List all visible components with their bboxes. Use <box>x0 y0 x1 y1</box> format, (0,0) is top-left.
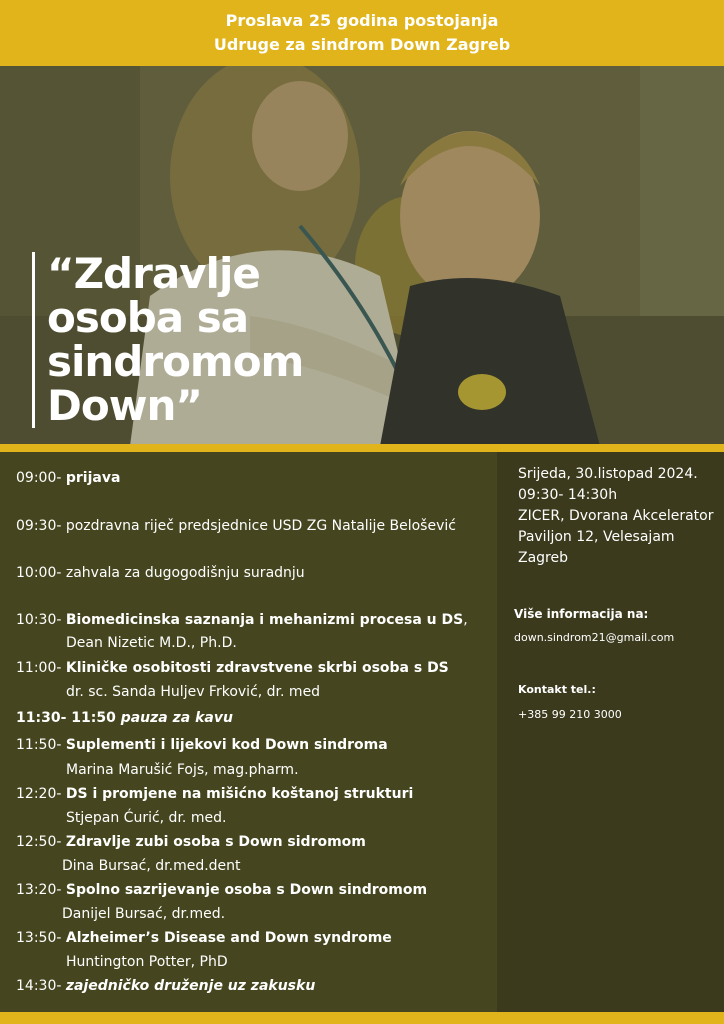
schedule-item <box>16 784 413 804</box>
event-address: Paviljon 12, Velesajam <box>518 529 675 545</box>
schedule-item <box>16 610 468 630</box>
event-info-sidebar <box>497 452 724 1012</box>
schedule-title: zajedničko druženje uz zakusku <box>65 978 316 994</box>
schedule-speaker: Marina Marušić Fojs, mag.pharm. <box>66 762 299 778</box>
title-line-3: sindromom <box>47 337 304 386</box>
schedule-title: Kliničke osobitosti zdravstvene skrbi osoba s DS <box>65 660 449 676</box>
schedule-title: Alzheimer’s Disease and Down syndrome <box>65 930 392 946</box>
schedule-time: 09:30- <box>16 518 66 534</box>
schedule-break <box>16 708 233 728</box>
event-title <box>32 249 304 430</box>
schedule-speaker: Stjepan Ćurić, dr. med. <box>66 810 227 826</box>
schedule-title: DS i promjene na mišićno koštanoj strukturi <box>65 786 414 802</box>
accent-divider-bottom <box>0 1012 724 1024</box>
schedule-item <box>16 880 427 900</box>
title-line-4: Down” <box>47 381 203 430</box>
event-venue: ZICER, Dvorana Akcelerator <box>518 508 714 524</box>
schedule-item <box>16 658 449 678</box>
schedule-title: Zdravlje zubi osoba s Down sidromom <box>65 834 366 850</box>
more-info-label: Više informacija na: <box>514 607 649 621</box>
contact-phone[interactable]: +385 99 210 3000 <box>518 708 622 721</box>
schedule-item <box>16 928 392 948</box>
schedule-time: 13:50- <box>16 930 66 946</box>
event-city: Zagreb <box>518 550 569 566</box>
schedule-title: pauza za kavu <box>120 710 233 726</box>
schedule-speaker: Danijel Bursać, dr.med. <box>62 906 226 922</box>
event-header <box>0 0 724 66</box>
title-line-2: osoba sa <box>47 293 249 342</box>
title-line-1: “Zdravlje <box>47 249 260 298</box>
event-hours: 09:30- 14:30h <box>518 487 618 503</box>
schedule-title: prijava <box>65 470 121 486</box>
schedule-title: zahvala za dugogodišnju suradnju <box>65 565 305 581</box>
schedule-time: 10:00- <box>16 565 66 581</box>
schedule-time: 14:30- <box>16 978 66 994</box>
schedule-time: 11:30- 11:50 <box>16 710 121 726</box>
schedule-title: Suplementi i lijekovi kod Down sindroma <box>65 737 388 753</box>
schedule-time: 13:20- <box>16 882 66 898</box>
accent-divider-top <box>0 444 724 452</box>
schedule-panel <box>0 452 497 1012</box>
schedule-item <box>16 563 305 583</box>
header-line-1: Proslava 25 godina postojanja <box>225 11 499 30</box>
schedule-title: pozdravna riječ predsjednice USD ZG Natalije Belošević <box>65 518 456 534</box>
schedule-item <box>16 832 366 852</box>
schedule-item <box>16 468 120 488</box>
schedule-speaker: dr. sc. Sanda Huljev Frković, dr. med <box>66 684 321 700</box>
event-date: Srijeda, 30.listopad 2024. <box>518 466 698 482</box>
schedule-time: 10:30- <box>16 612 66 628</box>
schedule-item <box>16 976 315 996</box>
contact-email[interactable]: down.sindrom21@gmail.com <box>514 631 675 644</box>
schedule-time: 11:50- <box>16 737 66 753</box>
schedule-time: 12:50- <box>16 834 66 850</box>
schedule-speaker: Dean Nizetic M.D., Ph.D. <box>66 635 237 651</box>
schedule-time: 09:00- <box>16 470 66 486</box>
schedule-time: 11:00- <box>16 660 66 676</box>
hero-photo <box>0 66 724 446</box>
schedule-time: 12:20- <box>16 786 66 802</box>
schedule-speaker: Huntington Potter, PhD <box>66 954 228 970</box>
schedule-item <box>16 735 388 755</box>
schedule-item <box>16 516 456 536</box>
contact-phone-label: Kontakt tel.: <box>518 683 596 696</box>
schedule-title-suffix: , <box>463 612 468 628</box>
schedule-title: Spolno sazrijevanje osoba s Down sindromom <box>65 882 428 898</box>
schedule-speaker: Dina Bursać, dr.med.dent <box>62 858 241 874</box>
schedule-title: Biomedicinska saznanja i mehanizmi procesa u DS <box>65 612 464 628</box>
header-line-2: Udruge za sindrom Down Zagreb <box>213 35 511 54</box>
